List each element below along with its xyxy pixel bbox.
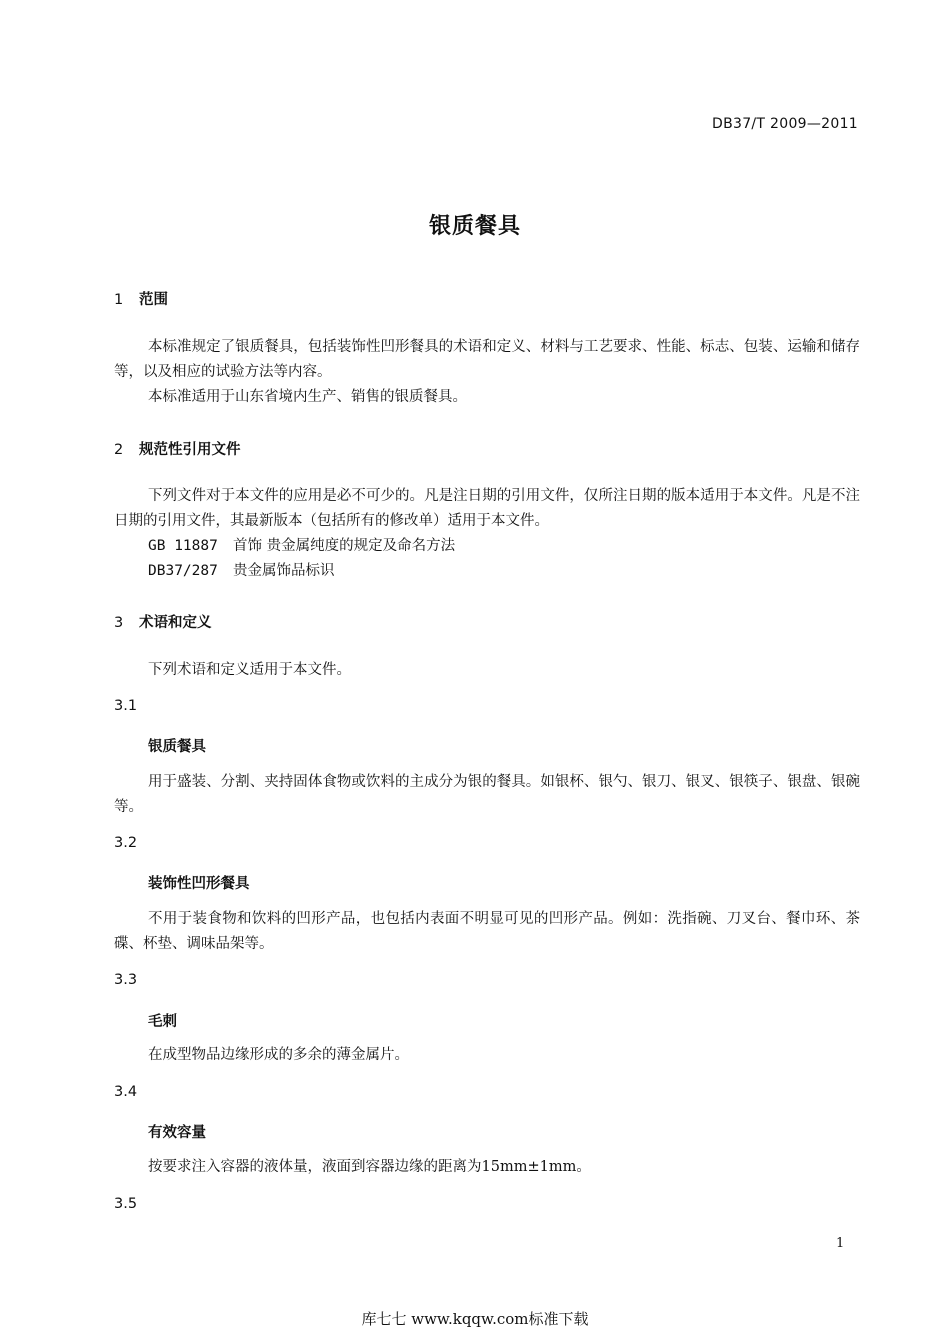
term-definition: 按要求注入容器的液体量，液面到容器边缘的距离为15mm±1mm。 bbox=[148, 1159, 591, 1175]
reference-code: DB37/287 bbox=[148, 563, 218, 579]
term-definition: 不用于装食物和饮料的凹形产品，也包括内表面不明显可见的凹形产品。例如：洗指碗、刀叉台、餐巾环、茶碟、杯垫、调味品架等。 bbox=[114, 911, 860, 952]
section-heading-terms bbox=[114, 611, 212, 632]
paragraph: 下列术语和定义适用于本文件。 bbox=[148, 662, 351, 678]
term-number: 3.1 bbox=[114, 698, 138, 714]
reference-code: GB 11887 bbox=[148, 538, 218, 554]
paragraph: 本标准规定了银质餐具，包括装饰性凹形餐具的术语和定义、材料与工艺要求、性能、标志、包装、运输和储存等，以及相应的试验方法等内容。 bbox=[114, 339, 860, 380]
section-title: 规范性引用文件 bbox=[139, 442, 241, 458]
section-number: 2 bbox=[114, 442, 124, 458]
paragraph: 本标准适用于山东省境内生产、销售的银质餐具。 bbox=[148, 389, 467, 405]
paragraph: 下列文件对于本文件的应用是必不可少的。凡是注日期的引用文件，仅所注日期的版本适用于本文件。凡是不注日期的引用文件，其最新版本（包括所有的修改单）适用于本文件。 bbox=[114, 488, 860, 529]
term-name: 装饰性凹形餐具 bbox=[148, 876, 250, 892]
section-number: 3 bbox=[114, 615, 124, 631]
section-heading-normative-references bbox=[114, 438, 241, 459]
term-number: 3.5 bbox=[114, 1196, 138, 1212]
section-title: 术语和定义 bbox=[139, 615, 212, 631]
section-number: 1 bbox=[114, 292, 124, 308]
section-title: 范围 bbox=[139, 292, 168, 308]
document-title: 银质餐具 bbox=[428, 214, 521, 239]
term-name: 毛刺 bbox=[148, 1014, 177, 1030]
page-number: 1 bbox=[836, 1236, 845, 1251]
reference-name: 首饰 贵金属纯度的规定及命名方法 bbox=[233, 538, 456, 554]
term-definition: 用于盛装、分割、夹持固体食物或饮料的主成分为银的餐具。如银杯、银勺、银刀、银叉、银筷子、银盘、银碗等。 bbox=[114, 774, 860, 815]
term-name: 银质餐具 bbox=[148, 739, 206, 755]
reference-name: 贵金属饰品标识 bbox=[233, 563, 335, 579]
term-number: 3.4 bbox=[114, 1084, 138, 1100]
term-name: 有效容量 bbox=[148, 1125, 206, 1141]
term-number: 3.2 bbox=[114, 835, 138, 851]
term-definition: 在成型物品边缘形成的多余的薄金属片。 bbox=[148, 1047, 409, 1063]
reference-item bbox=[148, 534, 455, 555]
reference-item bbox=[148, 559, 335, 580]
section-heading-scope bbox=[114, 288, 168, 309]
footer-watermark: 库七七 www.kqqw.com标准下载 bbox=[361, 1310, 589, 1328]
term-number: 3.3 bbox=[114, 972, 138, 988]
standard-code: DB37/T 2009—2011 bbox=[712, 116, 858, 132]
